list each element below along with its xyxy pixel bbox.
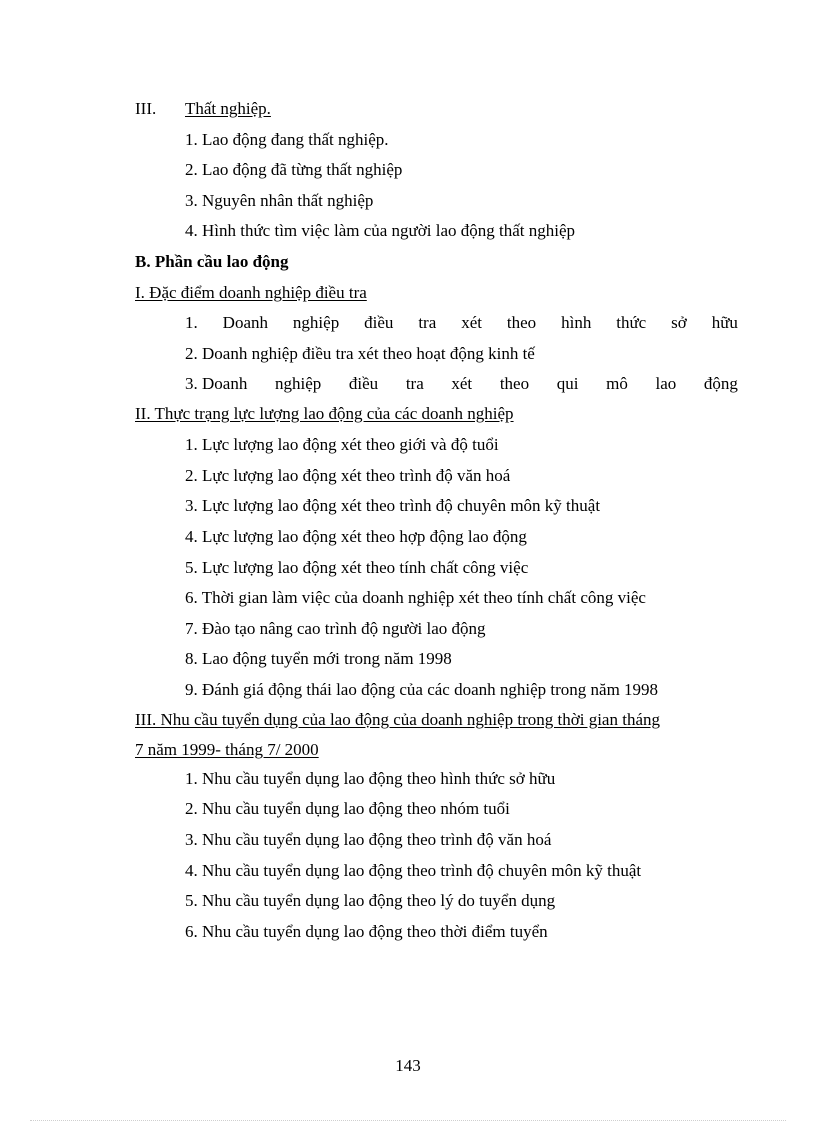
list-item: 1. Lao động đang thất nghiệp.	[185, 130, 389, 149]
section-iii-b-title-line1: III. Nhu cầu tuyển dụng của lao động của doanh nghiệp trong thời gian tháng	[135, 710, 660, 729]
word: Doanh	[222, 313, 268, 332]
word: tra	[418, 313, 437, 332]
list-item: 7. Đào tạo nâng cao trình độ người lao động	[185, 619, 486, 638]
section-iii-title: Thất nghiệp.	[185, 99, 271, 118]
word: hình	[561, 313, 592, 332]
list-item: 3. Lực lượng lao động xét theo trình độ chuyên môn kỹ thuật	[185, 496, 601, 515]
list-item: 4. Hình thức tìm việc làm của người lao động thất nghiệp	[185, 221, 576, 240]
list-item: 6. Nhu cầu tuyển dụng lao động theo thời điểm tuyển	[185, 922, 548, 941]
word: 3. Doanh	[185, 374, 248, 393]
word: động	[703, 374, 738, 393]
list-item: 2. Lao động đã từng thất nghiệp	[185, 160, 403, 179]
word: điều	[364, 313, 394, 332]
word: theo	[506, 313, 537, 332]
section-iii-b-title-line2: 7 năm 1999- tháng 7/ 2000	[135, 740, 319, 759]
word: thức	[616, 313, 647, 332]
list-item: 8. Lao động tuyển mới trong năm 1998	[185, 649, 452, 668]
word: theo	[499, 374, 530, 393]
list-item: 2. Nhu cầu tuyển dụng lao động theo nhóm tuổi	[185, 799, 510, 818]
word: xét	[461, 313, 482, 332]
list-item: 6. Thời gian làm việc của doanh nghiệp xét theo tính chất công việc	[185, 588, 646, 607]
word: xét	[451, 374, 473, 393]
list-item: 5. Lực lượng lao động xét theo tính chất công việc	[185, 558, 529, 577]
list-item: 2. Lực lượng lao động xét theo trình độ văn hoá	[185, 466, 511, 485]
list-item: 4. Lực lượng lao động xét theo hợp động lao động	[185, 527, 527, 546]
part-b-heading: B. Phần cầu lao động	[135, 252, 289, 271]
word: nghiệp	[274, 374, 322, 393]
list-item: 9. Đánh giá động thái lao động của các doanh nghiệp trong năm 1998	[185, 680, 659, 699]
word: sở	[671, 313, 687, 332]
list-item: 4. Nhu cầu tuyển dụng lao động theo trình độ chuyên môn kỹ thuật	[185, 861, 642, 880]
section-i-item-2: 2. Doanh nghiệp điều tra xét theo hoạt động kinh tế	[185, 344, 535, 363]
word: tra	[405, 374, 424, 393]
page-footer-divider	[30, 1120, 786, 1121]
page-number: 143	[395, 1056, 421, 1075]
word: lao	[655, 374, 677, 393]
word: mô	[606, 374, 628, 393]
word: nghiệp	[292, 313, 340, 332]
section-ii-title: II. Thực trạng lực lượng lao động của các doanh nghiệp	[135, 404, 514, 423]
section-i-item-1	[185, 313, 738, 333]
word: hữu	[711, 313, 738, 332]
list-item: 1. Nhu cầu tuyển dụng lao động theo hình thức sở hữu	[185, 769, 556, 788]
list-item: 3. Nguyên nhân thất nghiệp	[185, 191, 374, 210]
section-iii-numeral: III.	[135, 99, 157, 118]
word: qui	[556, 374, 579, 393]
section-i-item-3	[185, 374, 738, 394]
list-item: 5. Nhu cầu tuyển dụng lao động theo lý do tuyển dụng	[185, 891, 556, 910]
list-item: 1. Lực lượng lao động xét theo giới và độ tuổi	[185, 435, 499, 454]
section-i-title: I. Đặc điểm doanh nghiệp điều tra	[135, 283, 367, 302]
word: điều	[348, 374, 379, 393]
list-item: 3. Nhu cầu tuyển dụng lao động theo trình độ văn hoá	[185, 830, 552, 849]
word: 1.	[185, 313, 198, 332]
